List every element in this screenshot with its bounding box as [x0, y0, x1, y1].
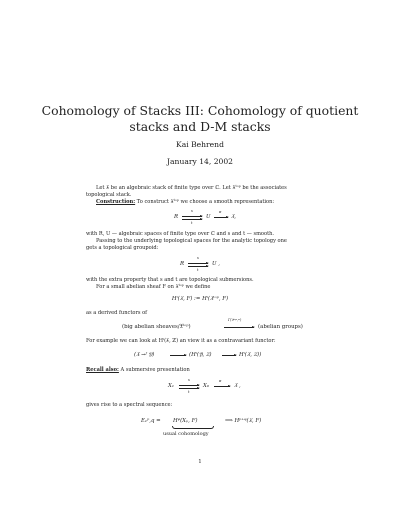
eq5-arrow-2 [222, 355, 236, 356]
eq1-left: R [174, 214, 179, 220]
eq4-arrow-label: Γ(𝔛ᵗᵒᵖ,•) [228, 318, 242, 322]
example-line: For example we can look at Hⁱ(𝔛, ℤ) an view it as a contravariant functor: [86, 338, 276, 344]
recall-label: Recall also: [86, 367, 119, 373]
eq6-right: 𝔛 , [234, 383, 241, 389]
eq1-top-label: s [191, 209, 193, 213]
eq6-top-arrow [179, 385, 199, 386]
construction-label: Construction: [96, 199, 136, 205]
eq4-right: (abelian groups) [258, 324, 303, 330]
eq1-top-arrow [182, 216, 202, 217]
eq7-left: E₁ᵖ,q = [141, 418, 161, 424]
paper-title: Cohomology of Stacks III: Cohomology of quotient stacks and D-M stacks [41, 103, 359, 134]
intro-line-1: Let 𝔛 be an algebraic stack of finite type over ℂ. Let 𝔛ᵗᵒᵖ be the associates [96, 185, 287, 191]
eq6-top-label: s [188, 378, 190, 382]
eq2-bottom-label: t [197, 268, 199, 272]
spaces-line: with R, U — algebraic spaces of finite type over ℂ and s and t — smooth. [86, 231, 275, 237]
eq4-arrow [224, 327, 254, 328]
eq2-left: R [180, 261, 185, 267]
eq6-map-arrow [214, 386, 230, 387]
author-name: Kai Behrend [176, 140, 224, 149]
derived-functor-line: as a derived functors of [86, 310, 148, 316]
recall-text: A submersive presentation [118, 367, 190, 373]
eq4-left: (big abelian sheaves/𝔛ᵗᵒᵖ) [122, 324, 191, 330]
eq6-bottom-label: t [188, 390, 190, 394]
submersion-line: with the extra property that s and t are topological submersions. [86, 277, 254, 283]
eq5-mid: (Hⁱ(𝔜, ℤ) [189, 352, 212, 358]
eq1-right: 𝔛, [231, 214, 237, 220]
eq1-map-label: π [219, 210, 222, 214]
eq7-right: ⟹ Hᵖ⁺ᵠ(𝔛, F) [225, 418, 262, 424]
eq1-map-arrow [214, 217, 228, 218]
eq5-arrow-1 [170, 355, 186, 356]
eq5-right: Hⁱ(𝔛, ℤ)) [239, 352, 262, 358]
page-number: 1 [198, 459, 202, 465]
eq6-bottom-arrow [179, 388, 199, 389]
recall-paragraph [86, 367, 190, 374]
eq7-mid: Hᵠ(Xₚ, F) [173, 418, 198, 424]
eq7-under-label: usual cohomology [163, 431, 209, 437]
eq6-map-label: π [219, 379, 222, 383]
intro-line-2: topological stack. [86, 192, 132, 198]
eq1-mid: U [206, 214, 211, 220]
eq6-left: X₁ [168, 383, 174, 389]
passing-line-2: gets a topological groupoid: [86, 245, 159, 251]
eq7-underbrace [172, 426, 214, 429]
eq2-bottom-arrow [188, 266, 208, 267]
eq1-bottom-label: t [191, 221, 193, 225]
paper-date: January 14, 2002 [166, 157, 234, 166]
eq1-bottom-arrow [182, 219, 202, 220]
eq6-mid: X₀ [203, 383, 209, 389]
spectral-line: gives rise to a spectral sequence: [86, 402, 173, 408]
equation-cohomology-definition: Hⁱ(𝔛, F) := Hⁱ(𝔛ᵗᵒᵖ, F) [171, 296, 229, 302]
eq2-right: U , [212, 261, 220, 267]
passing-line-1: Passing to the underlying topological spaces for the analytic topology one [96, 238, 287, 244]
construction-paragraph [96, 199, 274, 206]
eq2-top-arrow [188, 263, 208, 264]
sheaf-line: For a small abelian sheaf F on 𝔛ᵗᵒᵖ we define [96, 284, 211, 290]
construction-text: To construct 𝔛ᵗᵒᵖ we choose a smooth representation: [135, 199, 275, 205]
eq5-left: (𝔛 →ᶠ 𝔜) [134, 352, 155, 358]
eq2-top-label: s [197, 256, 199, 260]
